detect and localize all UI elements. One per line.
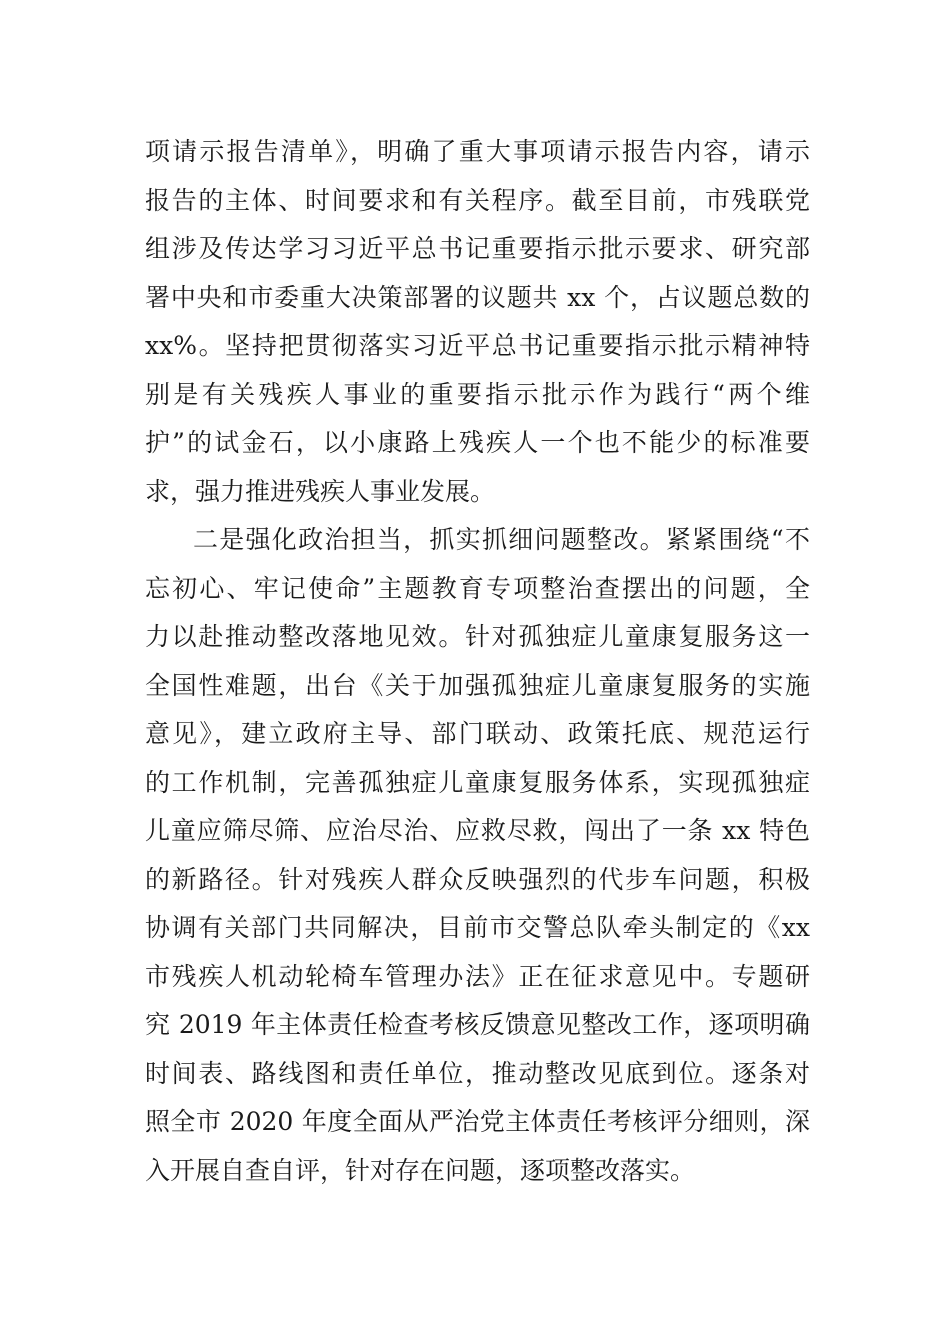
- text-line: 市残疾人机动轮椅车管理办法》正在征求意见中。专题研: [145, 961, 810, 991]
- text-line: 别是有关残疾人事业的重要指示批示作为践行“两个维: [145, 379, 810, 409]
- text-line: 究 2019 年主体责任检查考核反馈意见整改工作，逐项明确: [145, 1010, 810, 1039]
- text-line: 组涉及传达学习习近平总书记重要指示批示要求、研究部: [145, 234, 810, 263]
- text-line: 时间表、路线图和责任单位，推动整改见底到位。逐条对: [145, 1058, 810, 1088]
- text-line: 署中央和市委重大决策部署的议题共 xx 个，占议题总数的: [145, 282, 810, 312]
- text-line: 儿童应筛尽筛、应治尽治、应救尽救，闯出了一条 xx 特色: [145, 816, 810, 845]
- text-line: 全国性难题，出台《关于加强孤独症儿童康复服务的实施: [145, 670, 810, 700]
- text-line: 二是强化政治担当，抓实抓细问题整改。紧紧围绕“不: [193, 525, 810, 554]
- text-line: xx%。坚持把贯彻落实习近平总书记重要指示批示精神特: [145, 331, 810, 360]
- text-line: 的新路径。针对残疾人群众反映强烈的代步车问题，积极: [145, 864, 810, 894]
- text-line: 求，强力推进残疾人事业发展。: [145, 476, 496, 506]
- text-line: 护”的试金石，以小康路上残疾人一个也不能少的标准要: [145, 428, 810, 457]
- text-line: 项请示报告清单》，明确了重大事项请示报告内容，请示: [145, 137, 810, 166]
- text-line: 入开展自查自评，针对存在问题，逐项整改落实。: [145, 1155, 696, 1185]
- text-line: 协调有关部门共同解决，目前市交警总队牵头制定的《xx: [145, 913, 810, 942]
- text-line: 力以赴推动整改落地见效。针对孤独症儿童康复服务这一: [145, 622, 810, 651]
- text-line: 忘初心、牢记使命”主题教育专项整治查摆出的问题，全: [145, 573, 810, 603]
- body-text: [145, 128, 810, 1195]
- text-line: 照全市 2020 年度全面从严治党主体责任考核评分细则，深: [145, 1107, 810, 1136]
- text-line: 报告的主体、时间要求和有关程序。截至目前，市残联党: [145, 185, 810, 215]
- paragraph-continuation: [145, 128, 810, 516]
- text-line: 意见》，建立政府主导、部门联动、政策托底、规范运行: [145, 719, 810, 748]
- text-line: 的工作机制，完善孤独症儿童康复服务体系，实现孤独症: [145, 767, 810, 797]
- paragraph-rectification: [145, 516, 810, 1195]
